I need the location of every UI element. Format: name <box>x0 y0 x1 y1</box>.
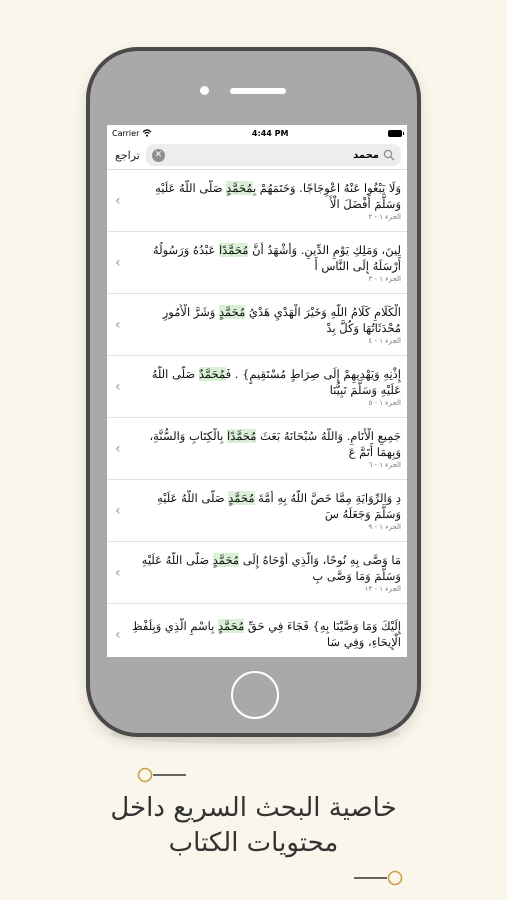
result-snippet <box>129 366 401 398</box>
battery-icon <box>388 130 402 137</box>
result-location: الجزء ١ - ٩ <box>368 523 401 531</box>
result-location: الجزء ١ - ٤ <box>368 337 401 345</box>
decor-line-bottom <box>352 869 404 887</box>
result-row[interactable] <box>107 480 407 542</box>
result-body <box>129 552 401 593</box>
snippet-after: صَلَّى اللَّهُ عَلَيْهِ وَسَلَّمَ نَبِيُّنَا <box>151 367 401 397</box>
speaker-grille <box>230 88 286 94</box>
wifi-icon <box>142 129 152 137</box>
result-body <box>129 618 401 651</box>
clear-icon[interactable]: ✕ <box>152 149 165 162</box>
app-screen <box>107 125 407 657</box>
cancel-button[interactable]: تراجع <box>115 148 140 162</box>
camera-icon <box>200 86 209 95</box>
result-snippet <box>129 242 401 274</box>
snippet-match: مُحَمَّدٍ <box>217 619 245 633</box>
chevron-left-icon: ‹ <box>115 316 121 333</box>
result-snippet <box>129 304 401 336</box>
caption-line-1: خاصية البحث السريع داخل <box>110 793 397 823</box>
snippet-match: مُحَمَّدٍ <box>228 491 255 505</box>
result-row[interactable] <box>107 418 407 480</box>
result-snippet <box>129 180 401 212</box>
snippet-after: بِالْكِتَابِ وَالسُّنَّةِ، وَبِهِمَا أَتَمَّ عَ <box>149 429 401 459</box>
result-row[interactable] <box>107 170 407 232</box>
search-icon <box>383 149 395 161</box>
snippet-before: مَا وَصَّى بِهِ نُوحًا، وَالَّذِي أَوْحَاهُ إِلَى <box>239 553 401 567</box>
chevron-left-icon: ‹ <box>115 192 121 209</box>
chevron-left-icon: ‹ <box>115 626 121 643</box>
result-row[interactable] <box>107 356 407 418</box>
snippet-after: صَلَّى اللَّهُ عَلَيْهِ وَسَلَّمَ وَجَعَلَهُ سَ <box>157 491 401 521</box>
result-location: الجزء ١ - ٦ <box>368 461 401 469</box>
result-body <box>129 490 401 531</box>
snippet-before: دِ وَالرِّوَايَةِ مِمَّا خَصَّ اللَّهُ بِهِ أُمَّةَ <box>254 491 401 505</box>
snippet-before: الْكَلَامِ كَلَامُ اللَّهِ وَخَيْرَ الْهَدْيِ هَدْيُ <box>245 305 401 319</box>
snippet-before: جَمِيعِ الْأَنَامِ. وَاللَّهُ سُبْحَانَهُ بَعَثَ <box>256 429 401 443</box>
result-snippet <box>129 490 401 522</box>
results-list <box>107 169 407 657</box>
search-query: محمد <box>353 149 379 161</box>
snippet-match: مُحَمَّدٍ <box>226 181 253 195</box>
chevron-left-icon: ‹ <box>115 564 121 581</box>
result-location: الجزء ١ - ١٣ <box>364 585 401 593</box>
snippet-before: وَلَا يَبْغُوا عَنْهُ اعْوِجَاجًا. وَخَتَمَهُمْ بِ <box>252 181 401 195</box>
result-row[interactable] <box>107 604 407 657</box>
snippet-match: مُحَمَّدٍ <box>212 553 240 567</box>
result-body <box>129 304 401 345</box>
clock: 4:44 PM <box>251 128 289 138</box>
snippet-match: مُحَمَّدٌ <box>198 367 226 381</box>
chevron-left-icon: ‹ <box>115 378 121 395</box>
chevron-left-icon: ‹ <box>115 254 121 271</box>
snippet-before: إِلَيْكَ وَمَا وَصَّيْنَا بِهِ} فَجَاءَ فِي حَقِّ <box>244 619 401 633</box>
search-input[interactable] <box>146 144 401 166</box>
result-body <box>129 180 401 221</box>
result-location: الجزء ١ - ٣ <box>368 275 401 283</box>
result-location: الجزء ١ - ٢ <box>368 213 401 221</box>
result-row[interactable] <box>107 232 407 294</box>
decor-line-top <box>136 766 188 784</box>
snippet-after: صَلَّى اللَّهُ عَلَيْهِ وَسَلَّمَ وَمَا وَصَّى بِ <box>141 553 401 583</box>
snippet-before: إِذْنِهِ وَيَهْدِيهِمْ إِلَى صِرَاطٍ مُسْتَقِيمٍ} . فَ <box>225 367 401 381</box>
result-snippet <box>129 552 401 584</box>
result-body <box>129 366 401 407</box>
result-body <box>129 428 401 469</box>
snippet-match: مُحَمَّدًا <box>227 429 257 443</box>
search-bar <box>107 141 407 169</box>
caption-line-2: محتويات الكتاب <box>168 828 339 858</box>
snippet-after: صَلَّى اللَّهُ عَلَيْهِ وَسَلَّمَ أَفْضَلَ الْأَ <box>155 181 401 211</box>
chevron-left-icon: ‹ <box>115 502 121 519</box>
result-snippet <box>129 428 401 460</box>
snippet-before: لِينَ، وَمَلِكِ يَوْمِ الدِّينِ. وَأَشْهَدُ أَنَّ <box>248 243 401 257</box>
result-row[interactable] <box>107 542 407 604</box>
result-row[interactable] <box>107 294 407 356</box>
snippet-after: عَبْدُهُ وَرَسُولُهُ أَرْسَلَهُ إِلَى النَّاسِ أَ <box>152 243 401 273</box>
snippet-after: وَشَرَّ الْأُمُورِ مُحْدَثَاتُهَا وَكُلَّ بِدْ <box>162 305 401 335</box>
result-location: الجزء ١ - ٥ <box>368 399 401 407</box>
result-snippet <box>129 618 401 650</box>
status-bar <box>107 125 407 141</box>
carrier-label: Carrier <box>112 128 140 138</box>
snippet-after: بِاسْمِ الَّذِي وَبِلَفْظِ الْإِيحَاءِ، وَفِي سَا <box>131 619 401 649</box>
home-button[interactable] <box>231 671 279 719</box>
result-body <box>129 242 401 283</box>
snippet-match: مُحَمَّدٍ <box>219 305 246 319</box>
chevron-left-icon: ‹ <box>115 440 121 457</box>
snippet-match: مُحَمَّدًا <box>218 243 249 257</box>
phone-frame <box>86 47 421 737</box>
